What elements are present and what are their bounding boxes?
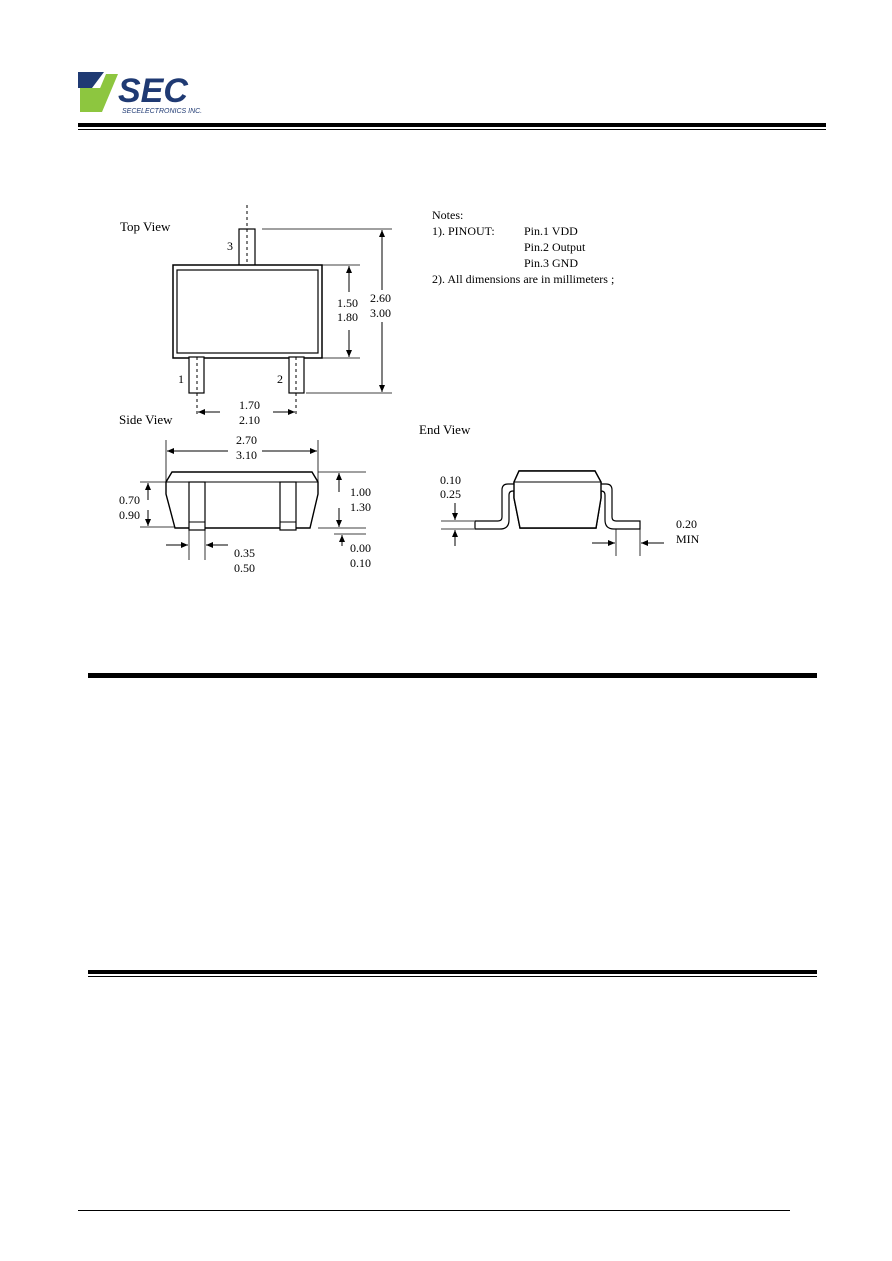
notes-heading: Notes: <box>432 208 464 222</box>
notes-block <box>432 207 614 287</box>
side-dim-standoff-max: 0.10 <box>350 556 371 570</box>
top-pin-3-label: 3 <box>227 239 233 253</box>
side-dim-total-h-max: 1.30 <box>350 500 371 514</box>
top-body-outer <box>173 265 322 358</box>
top-dim-pitch-max: 2.10 <box>239 413 260 427</box>
top-pin-2-label: 2 <box>277 372 283 386</box>
side-dim-len-max: 3.10 <box>236 448 257 462</box>
side-dim-body-h-min: 0.70 <box>119 493 140 507</box>
side-dim-body-h-max: 0.90 <box>119 508 140 522</box>
end-dim-thick-min: 0.10 <box>440 473 461 487</box>
side-dim-len-min: 2.70 <box>236 433 257 447</box>
top-dim-total-h-min: 2.60 <box>370 291 391 305</box>
notes-pinout-row <box>432 223 614 239</box>
notes-pin-1: Pin.1 VDD <box>524 224 578 238</box>
top-pin-1-label: 1 <box>178 372 184 386</box>
top-dim-body-h-min: 1.50 <box>337 296 358 310</box>
notes-dimensions: 2). All dimensions are in millimeters ; <box>432 272 615 286</box>
top-view-title: Top View <box>120 219 171 234</box>
logo-subtext: SECELECTRONICS INC. <box>122 108 203 115</box>
side-dim-lead-w-min: 0.35 <box>234 546 255 560</box>
end-dim-thick-max: 0.25 <box>440 487 461 501</box>
notes-pin-2-row <box>432 239 614 255</box>
side-dim-total-h-min: 1.00 <box>350 485 371 499</box>
end-dim-foot-min: MIN <box>676 532 700 546</box>
side-lead-1 <box>189 482 205 530</box>
notes-pin-3-row <box>432 255 614 271</box>
side-view-title: Side View <box>119 412 173 427</box>
end-view-title: End View <box>419 422 471 437</box>
top-dim-body-h-max: 1.80 <box>337 310 358 324</box>
side-lead-2 <box>280 482 296 530</box>
end-dim-foot-value: 0.20 <box>676 517 697 531</box>
side-dim-standoff-min: 0.00 <box>350 541 371 555</box>
top-dim-total-h-max: 3.00 <box>370 306 391 320</box>
notes-pin-2: Pin.2 Output <box>524 240 586 254</box>
top-dim-pitch-min: 1.70 <box>239 398 260 412</box>
notes-pin-3: Pin.3 GND <box>524 256 579 270</box>
side-dim-lead-w-max: 0.50 <box>234 561 255 575</box>
logo-mark: SEC <box>118 72 188 110</box>
notes-pinout-label: 1). PINOUT: <box>432 224 495 238</box>
